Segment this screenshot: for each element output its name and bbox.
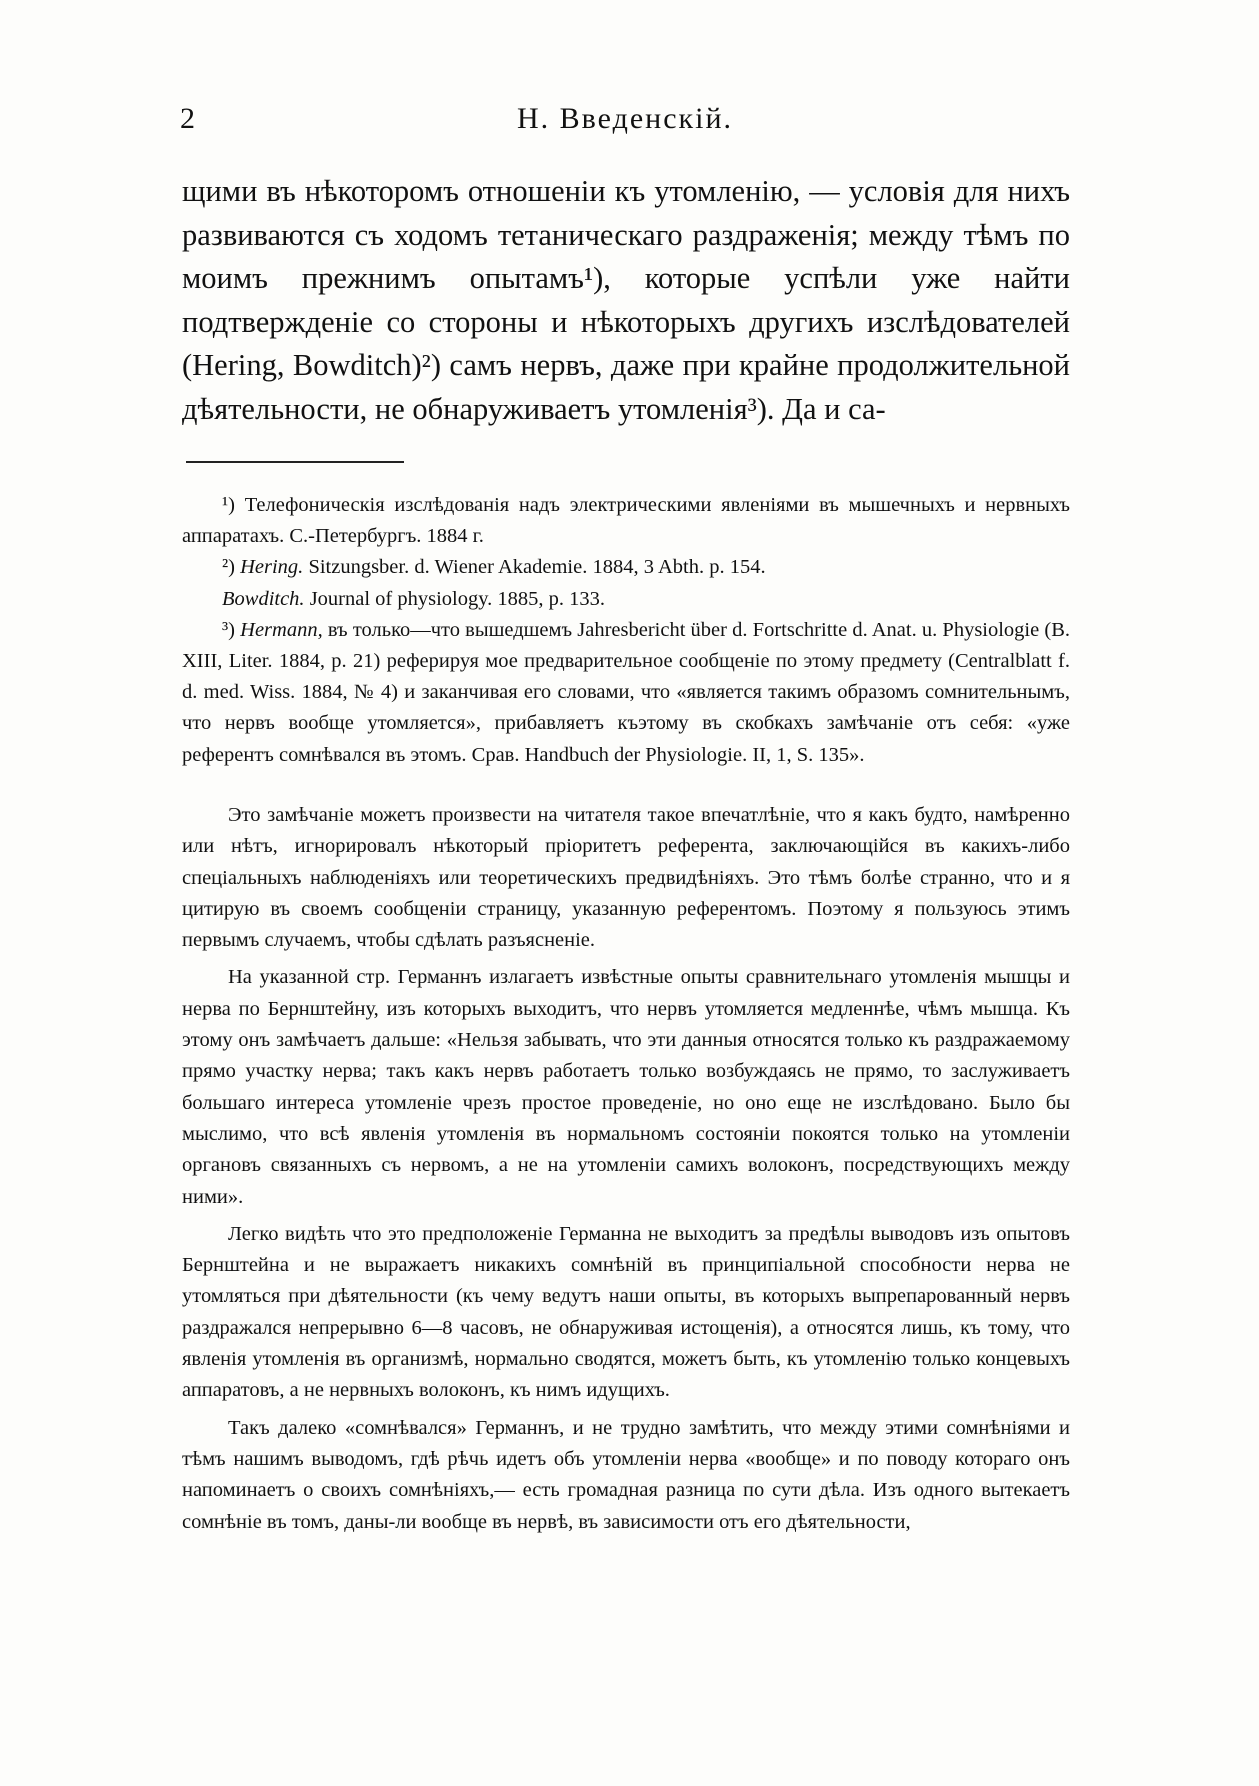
note-paragraph: На указанной стр. Германнъ излагаетъ извѣстные опыты сравнительнаго утомленія мышцы и нерва по Бернштейну, изъ которыхъ выходитъ, что нервъ утомляется медленнѣе, чѣмъ мышца. Къ этому онъ замѣчаетъ дальше: «Нельзя забывать, что эти данныя относятся только къ раздражаемому прямо участку нерва; такъ какъ нервъ работаетъ только возбуждаясь не прямо, то заслуживаетъ большаго интереса утомленіе чрезъ простое проведеніе, но оно еще не изслѣдовано. Было бы мыслимо, что всѣ явленія утомленія въ нормальномъ состояніи покоятся только на утомленіи органовъ связанныхъ съ нервомъ, а не на утомленіи самихъ волоконъ, посредствующихъ между ними».: [182, 966, 1070, 1208]
running-head: Н. Введенскій.: [517, 102, 733, 135]
footnote-marker: ²): [222, 556, 235, 579]
page-number: 2: [180, 102, 195, 135]
footnote-text: въ только—что вышедшемъ Jahresbericht über d. Fortschritte d. Anat. u. Physiologie (B. XIII, Liter. 1884, p. 21) реферируя мое предварительное сообщеніе по этому предмету (Centralblatt f. d. med. Wiss. 1884, № 4) и заканчивая его словами, что «является такимъ образомъ сомнительнымъ, что нервъ вообще утомляется», прибавляетъ къэтому въ скобкахъ замѣчаніе отъ себя: «уже референтъ сомнѣвался въ этомъ. Срав. Handbuch der Physiologie. II, 1, S. 135».: [182, 618, 1071, 766]
footnote-author: Bowditch.: [222, 587, 305, 610]
footnote-text: Journal of physiology. 1885, p. 133.: [309, 587, 606, 610]
footnote-text: Sitzungsber. d. Wiener Akademie. 1884, 3 Abth. p. 154.: [308, 556, 766, 579]
main-text-block: [182, 170, 1070, 432]
footnote-separator-rule: [186, 461, 404, 463]
footnote-text: Телефоническія изслѣдованія надъ электрическими явленіями въ мышечныхъ и нервныхъ аппаратахъ. С.-Петербургъ. 1884 г.: [182, 494, 1070, 548]
footnote-2-continued: [182, 584, 1070, 615]
page-header: [180, 102, 1070, 142]
footnote-marker: ¹): [222, 494, 235, 516]
note-paragraph: Легко видѣть что это предположеніе Германна не выходитъ за предѣлы выводовъ изъ опытовъ Бернштейна и не выражаетъ никакихъ сомнѣній въ принципіальной способности нерва не утомляться при дѣятельности (къ чему ведутъ наши опыты, въ которыхъ выпрепарованный нервъ раздражался непрерывно 6—8 часовъ, не обнаруживая истощенія), а относятся лишь, къ тому, что явленія утомленія въ организмѣ, нормально сводятся, можетъ быть, къ утомленію только концевыхъ аппаратовъ, а не нервныхъ волоконъ, къ нимъ идущихъ.: [182, 1222, 1070, 1402]
footnote-author: Hermann,: [240, 618, 323, 641]
footnote-1: [182, 490, 1070, 552]
footnote-marker: ³): [222, 618, 235, 641]
note-paragraph: Такъ далеко «сомнѣвался» Германнъ, и не трудно замѣтить, что между этими сомнѣніями и тѣмъ нашимъ выводомъ, гдѣ рѣчь идетъ объ утомленіи нерва «вообще» и по поводу котораго онъ напоминаетъ о своихъ сомнѣніяхъ,— есть громадная разница по сути дѣла. Изъ одного вытекаетъ сомнѣніе въ томъ, даны-ли вообще въ нервѣ, въ зависимости отъ его дѣятельности,: [182, 1416, 1070, 1533]
main-paragraph: щими въ нѣкоторомъ отношеніи къ утомленію, — условія для нихъ развиваются съ ходомъ тетаническаго раздраженія; между тѣмъ по моимъ прежнимъ опытамъ¹), которые успѣли уже найти подтвержденіе со стороны и нѣкоторыхъ другихъ изслѣдователей (Hering, Bowditch)²) самъ нервъ, даже при крайне продолжительной дѣятельности, не обнаруживаетъ утомленія³). Да и са-: [182, 174, 1070, 426]
footnote-continuation: [182, 800, 1070, 1544]
footnotes: [182, 490, 1070, 771]
footnote-2: [182, 552, 1070, 583]
footnote-3: [182, 615, 1070, 771]
footnote-author: Hering.: [240, 556, 304, 579]
note-paragraph: Это замѣчаніе можетъ произвести на читателя такое впечатлѣніе, что я какъ будто, намѣренно или нѣтъ, игнорировалъ нѣкоторый пріоритетъ референта, заключающійся въ какихъ-либо спеціальныхъ наблюденіяхъ или теоретическихъ предвидѣніяхъ. Это тѣмъ болѣе странно, что и я цитирую въ своемъ сообщеніи страницу, указанную референтомъ. Поэтому я пользуюсь этимъ первымъ случаемъ, чтобы сдѣлать разъясненіе.: [182, 804, 1070, 952]
